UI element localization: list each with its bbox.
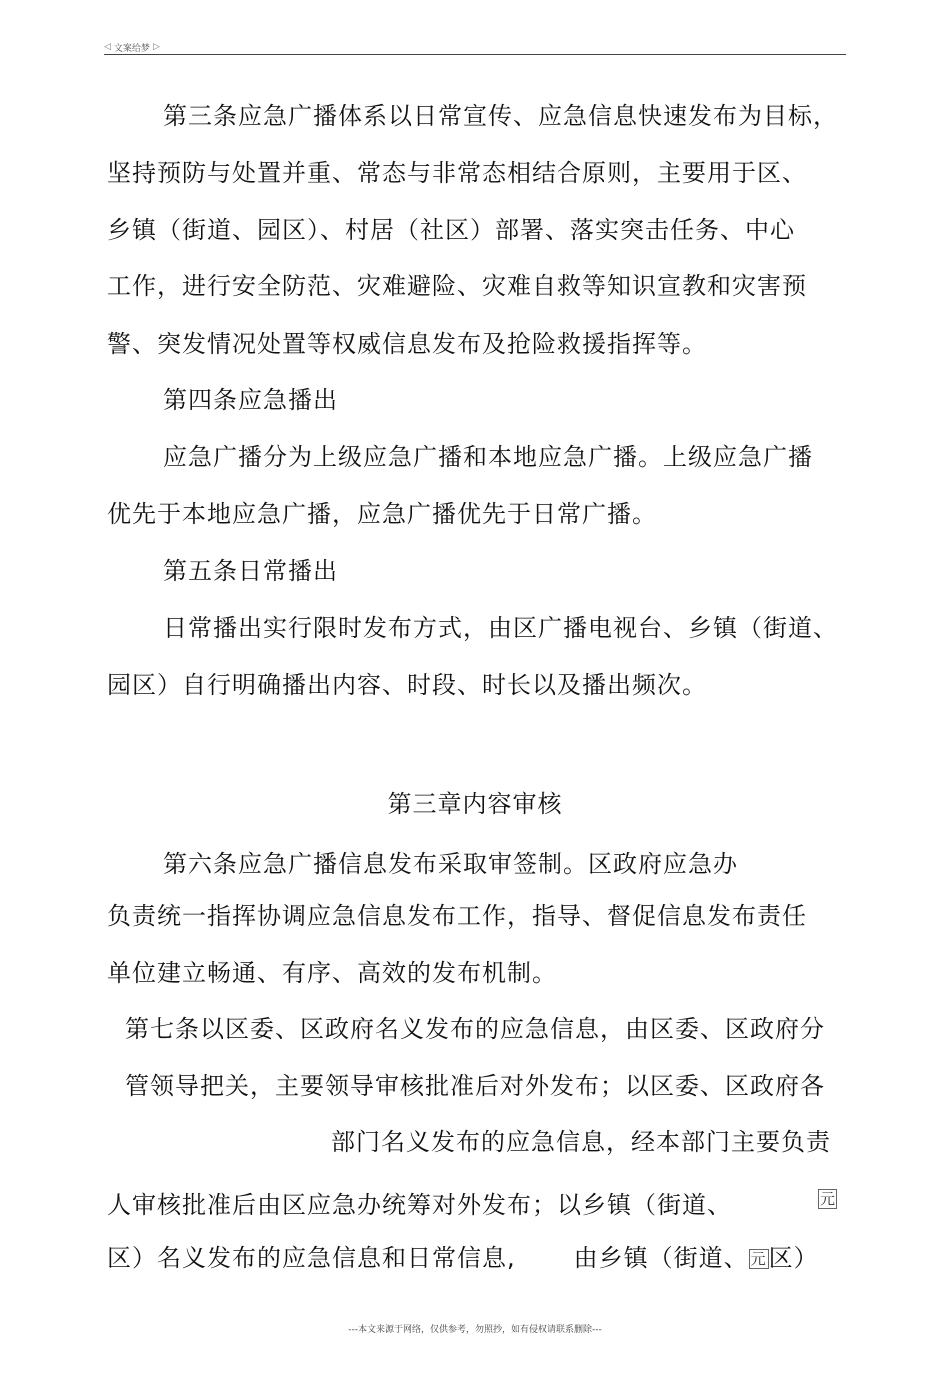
last-line-part1: 区）名义发布的应急信息和日常信息, (107, 1244, 516, 1272)
paragraph-line: 第七条以区委、区政府名义发布的应急信息，由区委、区政府分 (125, 1015, 825, 1043)
paragraph-line: 单位建立畅通、有序、高效的发布机制。 (107, 959, 557, 987)
paragraph-line: 日常播出实行限时发布方式，由区广播电视台、乡镇（街道、 (163, 614, 838, 642)
page-header (104, 40, 160, 54)
header-title: 文案给梦 (113, 43, 150, 54)
paragraph-line: 警、突发情况处置等权威信息发布及抢险救援指挥等。 (107, 330, 707, 358)
left-triangle-icon: ◁ (104, 42, 111, 52)
paragraph-line: 第六条应急广播信息发布采取审签制。区政府应急办 (163, 850, 738, 878)
paragraph-line: 乡镇（街道、园区）、村居（社区）部署、落实突击任务、中心 (107, 216, 795, 244)
article-heading: 第五条日常播出 (163, 557, 338, 585)
paragraph-line: 工作，进行安全防范、灾难避险、灾难自救等知识宣教和灾害预 (107, 272, 807, 300)
chapter-title: 第三章内容审核 (387, 790, 563, 818)
paragraph-line: 负责统一指挥协调应急信息发布工作，指导、督促信息发布责任 (107, 902, 807, 930)
yuan-glyph: 元 (750, 1250, 767, 1268)
paragraph-line: 优先于本地应急广播，应急广播优先于日常广播。 (107, 500, 657, 528)
right-triangle-icon: ▷ (152, 42, 160, 52)
paragraph-line: 园区）自行明确播出内容、时段、时长以及播出频次。 (107, 671, 707, 699)
header-divider (104, 54, 846, 55)
paragraph-line: 人审核批准后由区应急办统筹对外发布；以乡镇（街道、 (107, 1191, 732, 1219)
paragraph-line: 第三条应急广播体系以日常宣传、应急信息快速发布为目标， (163, 102, 838, 130)
paragraph-line-last (107, 1243, 819, 1273)
paragraph-line: 管领导把关，主要领导审核批准后对外发布；以区委、区政府各 (125, 1072, 825, 1100)
page-footer: ---本文来源于网络，仅供参考，勿照抄，如有侵权请联系删除--- (348, 1325, 602, 1335)
last-line-part3: 区） (768, 1244, 819, 1272)
last-line-part2: 由乡镇（街道、 (573, 1244, 749, 1272)
paragraph-line: 部门名义发布的应急信息，经本部门主要负责 (331, 1128, 831, 1156)
paragraph-line: 坚持预防与处置并重、常态与非常态相结合原则，主要用于区、 (107, 159, 807, 187)
paragraph-line: 应急广播分为上级应急广播和本地应急广播。上级应急广播 (163, 443, 813, 471)
yuan-glyph: 元 (820, 1190, 836, 1208)
article-heading: 第四条应急播出 (163, 386, 338, 414)
